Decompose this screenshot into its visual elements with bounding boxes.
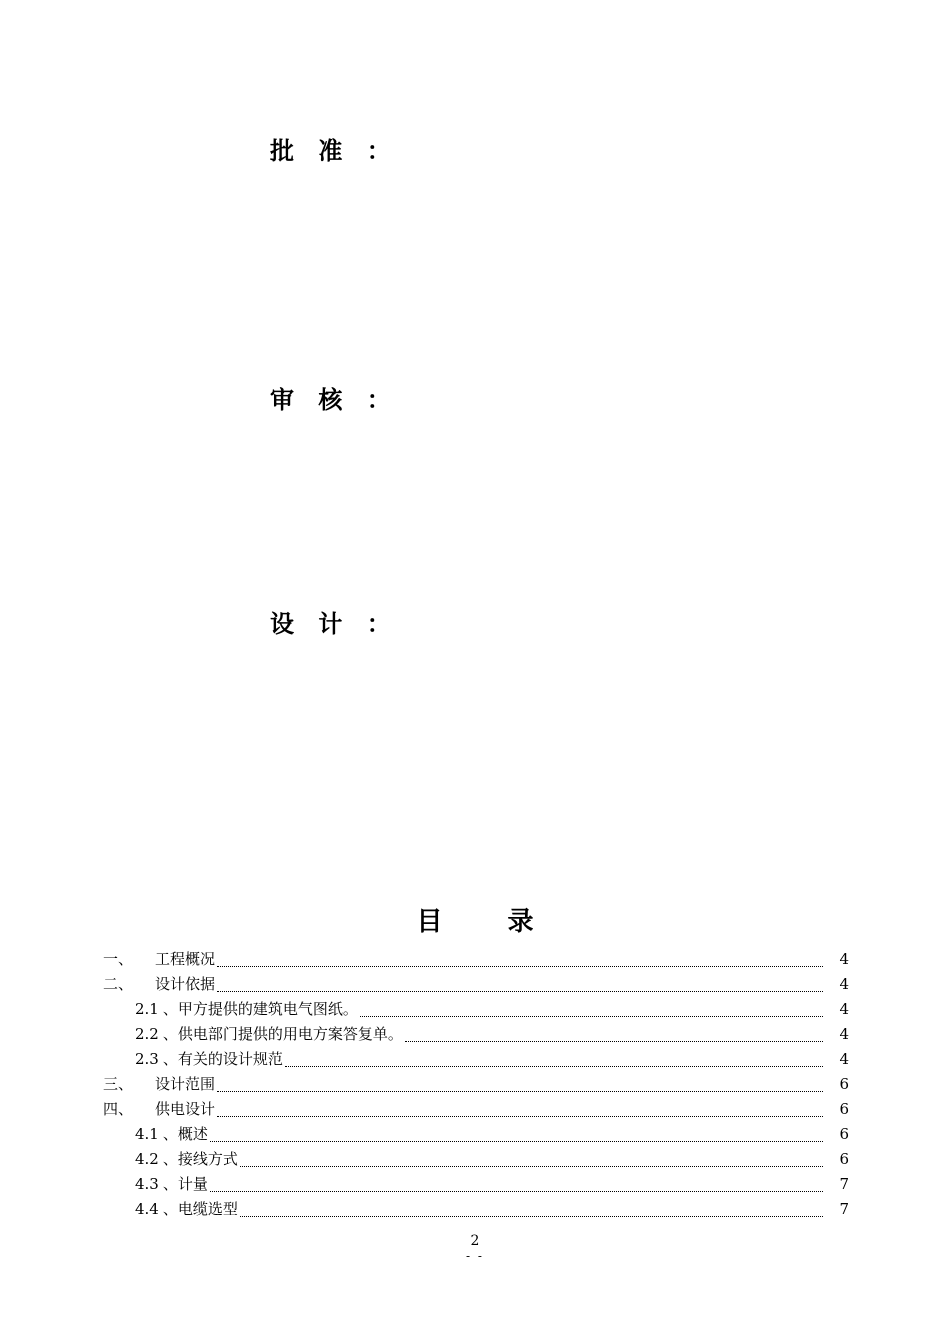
toc-entry[interactable] [103,1047,849,1072]
table-of-contents [103,947,849,1222]
toc-dot-leader [240,1165,823,1167]
toc-entry-number: 一、 [103,950,134,968]
toc-entry-title: 设计范围 [155,1075,216,1093]
design-signature-label: 设 计 ： [270,610,399,638]
toc-entry-number: 2.1 [135,1000,159,1018]
toc-entry-title: 、甲方提供的建筑电气图纸。 [162,1000,358,1018]
toc-entry[interactable] [103,1172,849,1197]
toc-entry-title: 、有关的设计规范 [162,1050,283,1068]
toc-dot-leader [217,1115,823,1117]
toc-entry-number: 2.2 [135,1025,159,1043]
toc-entry[interactable] [103,1097,849,1122]
toc-entry-page: 4 [839,1025,849,1043]
toc-entry-title: 、概述 [162,1125,208,1143]
toc-dot-leader [217,1090,823,1092]
toc-entry-number: 4.2 [135,1150,159,1168]
toc-entry[interactable] [103,1197,849,1222]
review-signature-label: 审 核 ： [270,386,399,414]
toc-entry-number: 三、 [103,1075,134,1093]
toc-entry-number: 四、 [103,1100,134,1118]
toc-entry-page: 6 [839,1075,849,1093]
toc-entry-page: 4 [839,1000,849,1018]
toc-entry-title: 、供电部门提供的用电方案答复单。 [162,1025,403,1043]
toc-entry[interactable] [103,972,849,997]
toc-entry-number: 2.3 [135,1050,159,1068]
toc-entry-title: 、电缆选型 [162,1200,238,1218]
toc-entry-number: 4.1 [135,1125,159,1143]
toc-entry-number: 4.3 [135,1175,159,1193]
toc-dot-leader [210,1190,823,1192]
toc-dot-leader [285,1065,823,1067]
toc-entry-title: 、接线方式 [162,1150,238,1168]
toc-entry-page: 7 [839,1175,849,1193]
toc-dot-leader [405,1040,823,1042]
toc-dot-leader [217,990,823,992]
toc-dot-leader [240,1215,823,1217]
toc-title: 目 录 [416,907,562,937]
toc-entry-page: 6 [839,1125,849,1143]
toc-dot-leader [217,965,823,967]
toc-dot-leader [360,1015,823,1017]
footer-dashes: - - [466,1249,484,1263]
toc-entry[interactable] [103,1022,849,1047]
toc-entry-title: 供电设计 [155,1100,216,1118]
toc-entry-page: 6 [839,1150,849,1168]
toc-entry-number: 二、 [103,975,134,993]
toc-dot-leader [210,1140,823,1142]
toc-entry-page: 4 [839,950,849,968]
toc-entry-page: 7 [839,1200,849,1218]
toc-entry-title: 、计量 [162,1175,208,1193]
toc-entry-page: 4 [839,1050,849,1068]
approve-signature-label: 批 准 ： [270,137,399,165]
toc-entry[interactable] [103,1122,849,1147]
toc-entry[interactable] [103,997,849,1022]
toc-entry-page: 6 [839,1100,849,1118]
page-number: 2 [470,1233,480,1249]
toc-entry-number: 4.4 [135,1200,159,1218]
toc-entry[interactable] [103,1147,849,1172]
toc-entry-title: 设计依据 [155,975,216,993]
toc-entry[interactable] [103,947,849,972]
toc-entry-title: 工程概况 [155,950,216,968]
toc-entry[interactable] [103,1072,849,1097]
toc-entry-page: 4 [839,975,849,993]
